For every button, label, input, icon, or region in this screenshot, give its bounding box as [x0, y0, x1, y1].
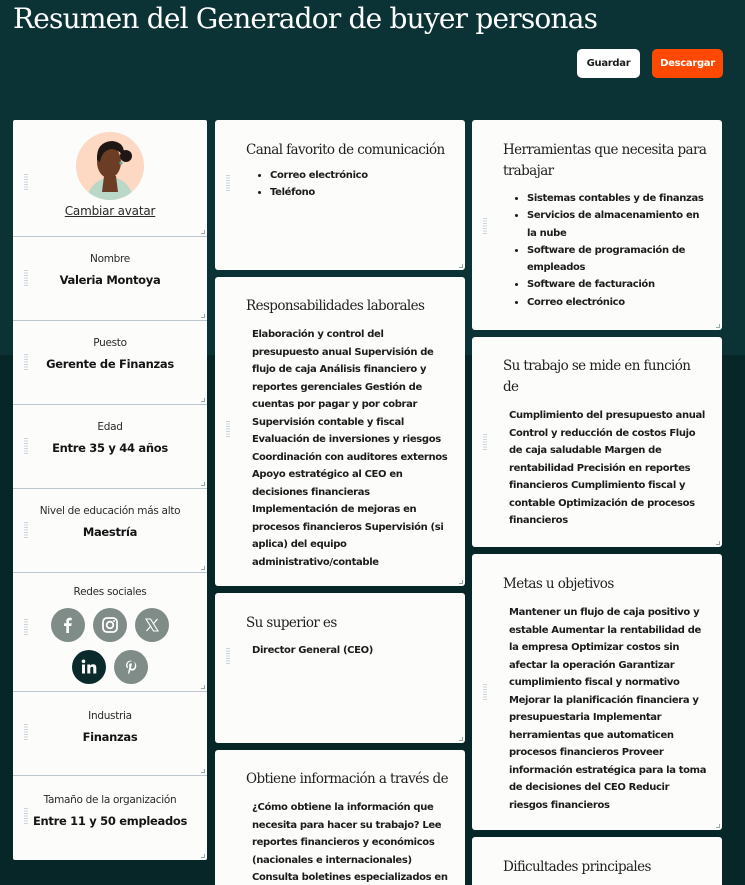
card-title: Su superior es: [246, 615, 337, 631]
drag-handle-icon[interactable]: [24, 270, 28, 286]
tools-list: [503, 190, 708, 311]
field-value: Valeria Montoya: [59, 273, 161, 287]
drag-handle-icon[interactable]: [24, 522, 28, 538]
list-item: • Software de facturación: [527, 276, 708, 293]
field-label: Edad: [97, 421, 123, 433]
channel-list: [246, 167, 449, 202]
resize-handle-icon[interactable]: [459, 580, 463, 584]
avatar-section: [13, 132, 207, 237]
resize-handle-icon[interactable]: [201, 482, 205, 486]
avatar-woman-illustration-icon: [76, 132, 144, 200]
field-label: Tamaño de la organización: [43, 794, 177, 806]
card-text: Cumplimiento del presupuesto anual Control y reducción de costos Flujo de caja saludable Margen de rentabilidad Precisión en reportes financieros Cumplimiento fiscal y contable Optimización de procesos financieros: [509, 410, 705, 526]
drag-handle-icon[interactable]: [226, 648, 230, 664]
resize-handle-icon[interactable]: [201, 398, 205, 402]
card-text: Elaboración y control del presupuesto anual Supervisión de flujo de caja Análisis financiero y reportes gerenciales Gestión de cuentas por pagar y por cobrar Supervisión contable y fiscal Evaluación de inversiones y riesgos Coordinación con auditores externos Apoyo estratégico al CEO en decisiones financieras Implementación de mejoras en procesos financieros Supervisión (si aplica) del equipo administrativo/contable: [252, 329, 448, 568]
drag-handle-icon[interactable]: [24, 724, 28, 740]
field-age: [13, 405, 207, 489]
pinterest-icon[interactable]: [114, 650, 148, 684]
resize-handle-icon[interactable]: [716, 541, 720, 545]
card-communication-channel: [215, 120, 465, 270]
field-label: Industria: [88, 710, 132, 722]
drag-handle-icon[interactable]: [24, 354, 28, 370]
list-item: • Correo electrónico: [527, 294, 708, 311]
card-title: Responsabilidades laborales: [246, 298, 425, 314]
card-title: Dificultades principales: [503, 859, 651, 875]
field-name: [13, 237, 207, 321]
card-goals: [472, 554, 722, 830]
card-title: Metas u objetivos: [503, 576, 614, 592]
field-value: Gerente de Finanzas: [46, 357, 174, 371]
field-label: Nivel de educación más alto: [39, 505, 181, 517]
drag-handle-icon[interactable]: [483, 684, 487, 700]
field-education: [13, 489, 207, 573]
field-value: Entre 11 y 50 empleados: [32, 814, 188, 828]
list-item: • Software de programación de empleados: [527, 242, 708, 277]
save-button[interactable]: Guardar: [577, 49, 640, 78]
card-performance-metrics: [472, 337, 722, 547]
card-text: ¿Cómo obtiene la información que necesita para hacer su trabajo? Lee reportes financieros y económicos (nacionales e internacionales) Consulta boletines especializados en: [252, 802, 448, 883]
resize-handle-icon[interactable]: [201, 685, 205, 689]
resize-handle-icon[interactable]: [459, 264, 463, 268]
resize-handle-icon[interactable]: [201, 314, 205, 318]
field-org-size: [13, 776, 207, 860]
change-avatar-link[interactable]: Cambiar avatar: [64, 204, 156, 218]
resize-handle-icon[interactable]: [201, 769, 205, 773]
drag-handle-icon[interactable]: [226, 421, 230, 437]
profile-column: [13, 120, 207, 860]
field-label: Nombre: [90, 253, 130, 265]
social-label: Redes sociales: [73, 586, 147, 598]
field-value: Entre 35 y 44 años: [52, 441, 168, 455]
linkedin-icon[interactable]: [72, 650, 106, 684]
social-networks-section: [13, 573, 207, 692]
card-title: Obtiene información a través de: [246, 771, 448, 787]
drag-handle-icon[interactable]: [226, 175, 230, 191]
resize-handle-icon[interactable]: [459, 737, 463, 741]
list-item: • Teléfono: [270, 184, 449, 201]
card-responsibilities: [215, 277, 465, 586]
x-icon[interactable]: [135, 608, 169, 642]
drag-handle-icon[interactable]: [24, 438, 28, 454]
field-value: Maestría: [82, 525, 138, 539]
resize-handle-icon[interactable]: [201, 566, 205, 570]
download-button[interactable]: Descargar: [652, 49, 723, 78]
field-value: Finanzas: [82, 730, 138, 744]
facebook-icon[interactable]: [51, 608, 85, 642]
card-main-difficulties: [472, 837, 722, 885]
drag-handle-icon[interactable]: [24, 808, 28, 824]
resize-handle-icon[interactable]: [716, 824, 720, 828]
resize-handle-icon[interactable]: [716, 324, 720, 328]
field-industry: [13, 692, 207, 776]
card-superior: [215, 593, 465, 743]
page-title: Resumen del Generador de buyer personas: [13, 2, 598, 35]
list-item: • Servicios de almacenamiento en la nube: [527, 207, 708, 242]
drag-handle-icon[interactable]: [483, 218, 487, 234]
instagram-icon[interactable]: [93, 608, 127, 642]
card-title: Herramientas que necesita para trabajar: [503, 142, 707, 179]
social-icons: [45, 608, 175, 684]
card-text: Director General (CEO): [252, 645, 374, 656]
list-item: • Correo electrónico: [270, 167, 449, 184]
resize-handle-icon[interactable]: [201, 230, 205, 234]
card-text: Mantener un flujo de caja positivo y estable Aumentar la rentabilidad de la empresa Optimizar costos sin afectar la operación Garantizar cumplimiento fiscal y normativo Mejorar la planificación financiera y presupuestaria Implementar herramientas que automaticen procesos financieros Proveer información estratégica para la toma de decisiones del CEO Reducir riesgos financieros: [509, 607, 707, 811]
card-title: Canal favorito de comunicación: [246, 142, 445, 158]
field-position: [13, 321, 207, 405]
drag-handle-icon[interactable]: [483, 434, 487, 450]
resize-handle-icon[interactable]: [201, 854, 205, 858]
card-information-sources: [215, 750, 465, 885]
card-tools: [472, 120, 722, 330]
card-title: Su trabajo se mide en función de: [503, 358, 691, 395]
list-item: • Sistemas contables y de finanzas: [527, 190, 708, 207]
drag-handle-icon[interactable]: [24, 174, 28, 190]
avatar: [76, 132, 144, 200]
field-label: Puesto: [93, 337, 127, 349]
drag-handle-icon[interactable]: [24, 619, 28, 635]
